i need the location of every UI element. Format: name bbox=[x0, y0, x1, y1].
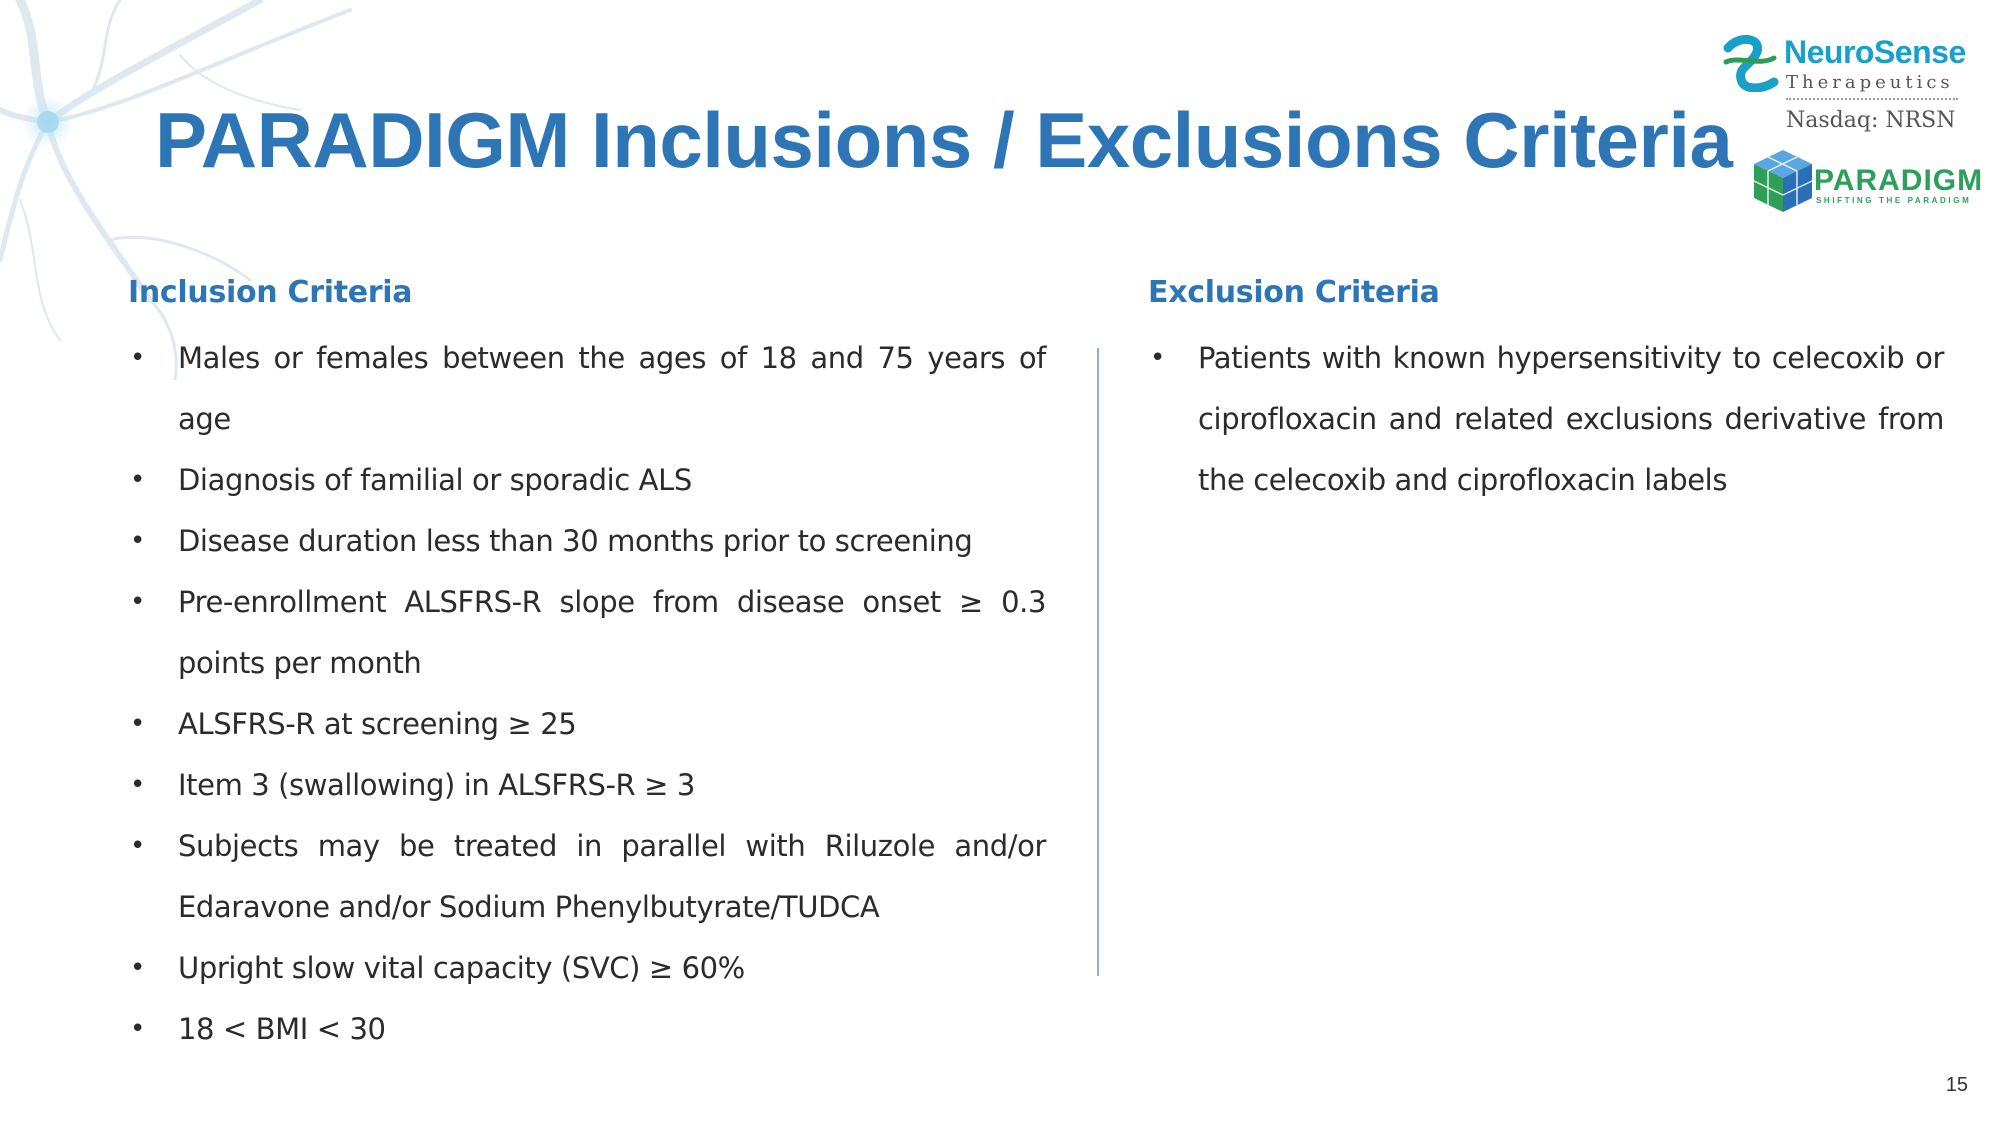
inclusion-item-text: 18 < BMI < 30 bbox=[178, 1012, 386, 1046]
inclusion-item bbox=[128, 938, 1046, 999]
inclusion-item bbox=[128, 572, 1046, 694]
inclusion-item bbox=[128, 511, 1046, 572]
inclusion-item bbox=[128, 450, 1046, 511]
bullet-icon: • bbox=[1150, 343, 1165, 373]
neurosense-subtitle: Therapeutics bbox=[1786, 72, 1954, 93]
inclusion-item-text: Diagnosis of familial or sporadic ALS bbox=[178, 463, 692, 497]
bullet-icon: • bbox=[130, 709, 145, 739]
bullet-icon: • bbox=[130, 465, 145, 495]
inclusion-item-text: Disease duration less than 30 months prior to screening bbox=[178, 524, 973, 558]
exclusion-item bbox=[1148, 328, 1944, 511]
inclusion-item bbox=[128, 755, 1046, 816]
exclusion-item-text: Patients with known hypersensitivity to celecoxib or ciprofloxacin and related exclusions derivative from the celecoxib and ciprofloxacin labels bbox=[1198, 341, 1944, 497]
paradigm-wordmark: PARADIGM bbox=[1814, 164, 1984, 197]
exclusion-column bbox=[1148, 275, 1944, 511]
paradigm-tagline: SHIFTING THE PARADIGM bbox=[1816, 196, 1972, 205]
inclusion-item-text: Pre-enrollment ALSFRS-R slope from disease onset ≥ 0.3 points per month bbox=[178, 585, 1046, 680]
inclusion-item bbox=[128, 328, 1046, 450]
nasdaq-ticker: Nasdaq: NRSN bbox=[1786, 108, 1956, 133]
exclusion-list bbox=[1148, 328, 1944, 511]
inclusion-item-text: Subjects may be treated in parallel with Riluzole and/or Edaravone and/or Sodium Phenylbutyrate/TUDCA bbox=[178, 829, 1046, 924]
exclusion-heading: Exclusion Criteria bbox=[1148, 275, 1440, 310]
neurosense-logo-icon bbox=[1720, 32, 1780, 92]
bullet-icon: • bbox=[130, 343, 145, 373]
page-number: 15 bbox=[1945, 1074, 1968, 1096]
logo-area bbox=[1720, 28, 1984, 218]
column-divider bbox=[1097, 348, 1099, 976]
inclusion-item bbox=[128, 816, 1046, 938]
inclusion-item bbox=[128, 694, 1046, 755]
logo-dotted-rule bbox=[1786, 98, 1958, 100]
bullet-icon: • bbox=[130, 770, 145, 800]
inclusion-list bbox=[128, 328, 1046, 1060]
inclusion-heading: Inclusion Criteria bbox=[128, 275, 413, 310]
inclusion-item-text: Item 3 (swallowing) in ALSFRS-R ≥ 3 bbox=[178, 768, 695, 802]
bullet-icon: • bbox=[130, 1014, 145, 1044]
inclusion-item-text: Upright slow vital capacity (SVC) ≥ 60% bbox=[178, 951, 745, 985]
bullet-icon: • bbox=[130, 953, 145, 983]
inclusion-item-text: Males or females between the ages of 18 and 75 years of age bbox=[178, 341, 1046, 436]
bullet-icon: • bbox=[130, 587, 145, 617]
page-title: PARADIGM Inclusions / Exclusions Criteria bbox=[155, 96, 1733, 184]
paradigm-cube-icon bbox=[1750, 146, 1816, 216]
inclusion-item bbox=[128, 999, 1046, 1060]
bullet-icon: • bbox=[130, 526, 145, 556]
bullet-icon: • bbox=[130, 831, 145, 861]
inclusion-item-text: ALSFRS-R at screening ≥ 25 bbox=[178, 707, 577, 741]
neurosense-wordmark: NeuroSense bbox=[1784, 34, 1966, 70]
inclusion-column bbox=[128, 275, 1046, 1060]
